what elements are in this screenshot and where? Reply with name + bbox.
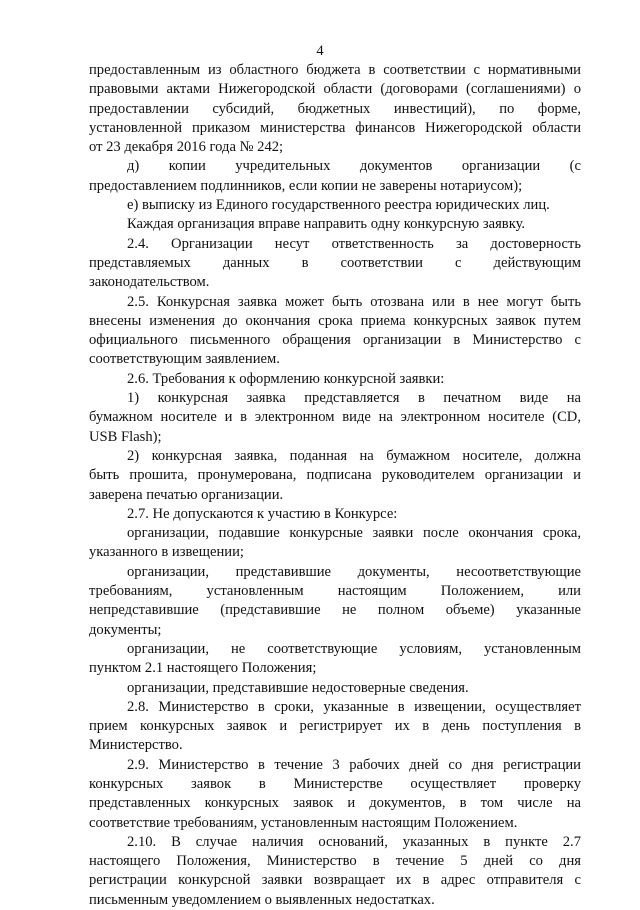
- text-line: конкурсных заявок в Министерстве осуществляет проверку: [89, 775, 581, 792]
- text-line: USB Flash);: [89, 428, 162, 445]
- text-line: пунктом 2.1 настоящего Положения;: [89, 660, 317, 677]
- text-line: предоставленным из областного бюджета в соответствии с нормативными: [89, 62, 581, 78]
- text-line: предоставлением подлинников, если копии не заверены нотариусом);: [89, 177, 523, 194]
- text-line: 2.7. Не допускаются к участию в Конкурсе:: [127, 505, 398, 522]
- text-line: быть прошита, пронумерована, подписана руководителем организации и: [89, 467, 581, 484]
- text-line: документы;: [89, 621, 162, 638]
- text-line: Министерство.: [89, 737, 183, 754]
- text-line: указанного в извещении;: [89, 544, 244, 561]
- text-line: 2) конкурсная заявка, поданная на бумажном носителе, должна: [127, 447, 581, 464]
- text-line: представляемых данных в соответствии с действующим: [89, 254, 581, 271]
- text-line: письменным уведомлением о выявленных недостатках.: [89, 891, 435, 908]
- text-line: предоставлении субсидий, бюджетных инвестиций), по форме,: [89, 100, 581, 117]
- text-line: 2.9. Министерство в течение 3 рабочих дней со дня регистрации: [127, 756, 581, 773]
- text-line: бумажном носителе и в электронном виде на электронном носителе (CD,: [89, 409, 581, 426]
- text-line: настоящего Положения, Министерство в течение 5 дней со дня: [89, 853, 581, 870]
- text-line: е) выписку из Единого государственного реестра юридических лиц.: [127, 197, 550, 214]
- text-line: 2.6. Требования к оформлению конкурсной заявки:: [127, 370, 445, 387]
- text-line: 2.4. Организации несут ответственность за достоверность: [127, 235, 581, 252]
- text-line: внесены изменения до окончания срока приема конкурсных заявок путем: [89, 312, 581, 329]
- text-line: официального письменного обращения организации в Министерство с: [89, 332, 581, 349]
- text-line: непредставившие (представившие не полном объеме) указанные: [89, 602, 581, 619]
- page-number: 4: [316, 43, 324, 59]
- text-line: организации, представившие недостоверные сведения.: [127, 679, 469, 696]
- text-line: д) копии учредительных документов организации (с: [127, 158, 581, 175]
- text-line: соответствующим заявлением.: [89, 351, 280, 368]
- text-line: соответствие требованиям, установленным настоящим Положением.: [89, 814, 518, 831]
- text-line: установленной приказом министерства финансов Нижегородской области: [89, 119, 581, 136]
- text-line: 2.5. Конкурсная заявка может быть отозвана или в нее могут быть: [127, 293, 581, 310]
- text-line: от 23 декабря 2016 года № 242;: [89, 139, 284, 156]
- text-line: 1) конкурсная заявка представляется в печатном виде на: [127, 390, 581, 407]
- text-line: организации, подавшие конкурсные заявки после окончания срока,: [127, 525, 581, 542]
- text-line: требованиям, установленным настоящим Положением, или: [89, 583, 581, 600]
- text-line: правовыми актами Нижегородской области (договорами (соглашениями) о: [89, 81, 581, 98]
- text-line: представленных конкурсных заявок и документов, в том числе на: [89, 795, 581, 812]
- text-line: регистрации конкурсной заявки возвращает их в адрес отправителя с: [89, 872, 581, 889]
- text-line: законодательством.: [89, 274, 210, 291]
- text-line: Каждая организация вправе направить одну конкурсную заявку.: [127, 216, 526, 233]
- text-line: 2.10. В случае наличия оснований, указанных в пункте 2.7: [127, 833, 581, 850]
- body-text: [89, 61, 581, 910]
- text-line: прием конкурсных заявок и регистрирует их в день поступления в: [89, 718, 581, 735]
- text-line: 2.8. Министерство в сроки, указанные в извещении, осуществляет: [127, 698, 581, 715]
- text-line: заверена печатью организации.: [89, 486, 284, 503]
- text-line: организации, представившие документы, несоответствующие: [127, 563, 581, 580]
- text-line: организации, не соответствующие условиям, установленным: [127, 640, 581, 657]
